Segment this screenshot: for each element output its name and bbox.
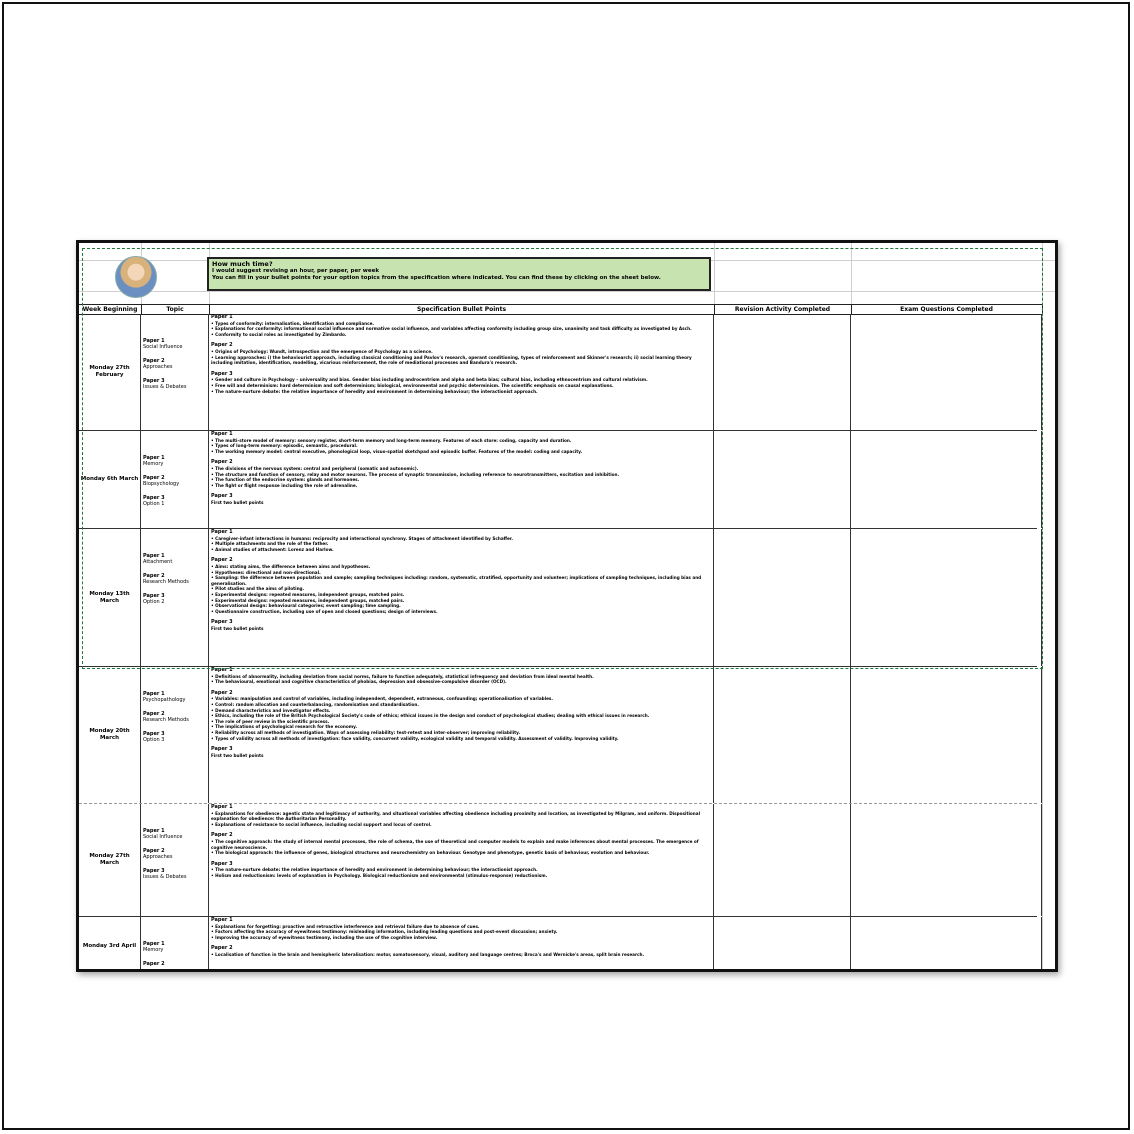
- spec-bullet-point: • Variables: manipulation and control of variables, including independent, dependent, extraneous, confounding; operationalisation of variables.: [211, 696, 553, 702]
- spec-paper-heading: Paper 1: [211, 314, 233, 320]
- week-cell[interactable]: [79, 917, 141, 972]
- how-much-time-box[interactable]: [207, 257, 711, 291]
- spec-paper-heading: Paper 2: [211, 342, 233, 349]
- spec-bullet-point: • Multiple attachments and the role of the father.: [211, 541, 329, 547]
- spec-paper-heading: Paper 3: [211, 860, 233, 867]
- spec-bullet-point: • Learning approaches: i) the behaviourist approach, including classical conditioning and Pavlov's research, operant conditioning, types of reinforcement and Skinner's research; ii) social learning theory including imitation, identification, modelling, vicarious reinforcement, the role of mediational processes and Bandura's research.: [211, 354, 692, 366]
- exam-cell[interactable]: [851, 804, 1042, 916]
- spec-bullet-point: • Demand characteristics and investigator effects.: [211, 707, 331, 713]
- spec-bullet-point: • Pilot studies and the aims of piloting.: [211, 586, 305, 592]
- topic-entry: [143, 961, 206, 967]
- spec-paper-heading: Paper 1: [211, 667, 233, 673]
- spec-bullet-point: • Origins of Psychology: Wundt, introspection and the emergence of Psychology as a science.: [211, 348, 433, 354]
- topic-paper: Paper 1: [143, 691, 165, 697]
- spec-bullet-point: • Animal studies of attachment: Lorenz and Harlow.: [211, 546, 334, 552]
- spec-bullet-point: • Types of conformity: internalisation, identification and compliance.: [211, 320, 375, 326]
- col-header-spec[interactable]: Specification Bullet Points: [209, 304, 715, 315]
- topic-entry: [143, 358, 206, 370]
- topic-paper: Paper 2: [143, 358, 165, 364]
- topic-paper: Paper 2: [143, 961, 165, 967]
- spec-bullet-point: • The implications of psychological research for the economy.: [211, 724, 358, 730]
- spec-paper-heading: Paper 1: [211, 529, 233, 535]
- how-much-time-line2: You can fill in your bullet points for your option topics from the specification where indicated. You can find these by clicking on the sheet below.: [212, 275, 661, 281]
- spec-bullet-point: • The function of the endocrine system: glands and hormones.: [211, 477, 360, 483]
- gridline: [1042, 243, 1043, 972]
- col-header-week[interactable]: Week Beginning: [79, 304, 142, 315]
- week-cell[interactable]: [79, 529, 141, 666]
- spec-bullet-point: • The nature-nurture debate: the relative importance of heredity and environment in determining behaviour; the interactionist approach.: [211, 388, 538, 394]
- spec-bullet-point: • Improving the accuracy of eyewitness testimony, including the use of the cognitive interview.: [211, 934, 438, 940]
- topic-name: Research Methods: [143, 717, 189, 723]
- spreadsheet: [76, 240, 1058, 972]
- spec-bullet-point: • Reliability across all methods of investigation. Ways of assessing reliability: test-retest and inter-observer; improving reliability.: [211, 729, 521, 735]
- spec-bullet-point: • Experimental designs: repeated measures, independent groups, matched pairs.: [211, 591, 405, 597]
- spec-bullet-point: • The fight or flight response including the role of adrenaline.: [211, 482, 358, 488]
- spec-paper-heading: Paper 1: [211, 804, 233, 810]
- topic-name: Approaches: [143, 854, 173, 860]
- spec-bullet-point: • The role of peer review in the scientific process.: [211, 718, 330, 724]
- topic-paper: Paper 2: [143, 848, 165, 854]
- spec-paper-heading: Paper 2: [211, 459, 233, 466]
- topic-cell[interactable]: [141, 667, 209, 803]
- exam-cell[interactable]: [851, 431, 1042, 528]
- topic-entry: [143, 941, 206, 953]
- spec-paper-heading: Paper 2: [211, 557, 233, 564]
- spec-bullet-point: • Factors affecting the accuracy of eyewitness testimony: misleading information, including leading questions and post-event discussion; anxiety.: [211, 929, 558, 935]
- topic-paper: Paper 2: [143, 573, 165, 579]
- spec-bullet-point: • Explanations for forgetting: proactive and retroactive interference and retrieval failure due to absence of cues.: [211, 923, 480, 929]
- table-row: [79, 529, 1037, 667]
- topic-entry: [143, 828, 206, 840]
- table-row: [79, 917, 1037, 972]
- topic-name: Issues & Debates: [143, 874, 187, 880]
- spec-cell[interactable]: [209, 314, 714, 430]
- spec-bullet-point: • The nature-nurture debate: the relative importance of heredity and environment in determining behaviour; the interactionist approach.: [211, 867, 538, 873]
- spec-paper-heading: Paper 3: [211, 746, 233, 753]
- topic-entry: [143, 711, 206, 723]
- spec-bullet-point: • The cognitive approach: the study of internal mental processes, the role of schema, the use of theoretical and computer models to explain and make inferences about mental processes. The emergence of cognitive neuroscience.: [211, 838, 699, 850]
- topic-entry: [143, 475, 206, 487]
- spec-bullet-point: • The behavioural, emotional and cognitive characteristics of phobias, depression and obsessive-compulsive disorder (OCD).: [211, 679, 507, 685]
- topic-name: Memory: [143, 947, 164, 953]
- spec-cell[interactable]: [209, 667, 714, 803]
- spec-bullet-point: • Localisation of function in the brain and hemispheric lateralisation: motor, somatosensory, visual, auditory and language centres; Broca's and Wernicke's areas, split brain research.: [211, 951, 645, 957]
- topic-entry: [143, 338, 206, 350]
- revision-cell[interactable]: [714, 804, 851, 916]
- spec-bullet-point: • Explanations for conformity: informational social influence and normative social influence, and variables affecting conformity including group size, unanimity and task difficulty as investigated by Asch.: [211, 326, 692, 332]
- topic-paper: Paper 1: [143, 941, 165, 947]
- profile-avatar: [115, 256, 157, 298]
- week-label: Monday 6th March: [80, 476, 139, 482]
- spec-bullet-point: • The biological approach: the influence of genes, biological structures and neurochemistry on behaviour. Genotype and phenotype, genetic basis of behaviour, evolution and behaviour.: [211, 850, 650, 856]
- week-cell[interactable]: [79, 667, 141, 803]
- spec-bullet-point: • Conformity to social roles as investigated by Zimbardo.: [211, 331, 347, 337]
- col-header-revision[interactable]: Revision Activity Completed: [714, 304, 852, 315]
- topic-name: Psychopathology: [143, 697, 186, 703]
- topic-paper: Paper 3: [143, 593, 165, 599]
- spec-bullet-point: • Types of long-term memory: episodic, semantic, procedural.: [211, 443, 358, 449]
- exam-cell[interactable]: [851, 667, 1042, 803]
- spec-bullet-point: • Ethics, including the role of the British Psychological Society's code of ethics; ethical issues in the design and conduct of psychological studies; dealing with ethical issues in research.: [211, 713, 650, 719]
- exam-cell[interactable]: [851, 529, 1042, 666]
- revision-cell[interactable]: [714, 431, 851, 528]
- topic-paper: Paper 3: [143, 731, 165, 737]
- spec-bullet-point: First two bullet points: [211, 752, 264, 758]
- topic-name: Option 3: [143, 737, 165, 743]
- topic-cell[interactable]: [141, 314, 209, 430]
- spec-cell[interactable]: [209, 431, 714, 528]
- week-label: Monday 13th March: [89, 590, 130, 604]
- spec-bullet-point: • Free will and determinism: hard determinism and soft determinism; biological, environmental and psychic determinism. The scientific emphasis on causal explanations.: [211, 382, 614, 388]
- topic-name: Approaches: [143, 364, 173, 370]
- spec-cell[interactable]: [209, 917, 714, 972]
- spec-bullet-point: • Control: random allocation and counterbalancing, randomisation and standardisation.: [211, 701, 419, 707]
- week-label: Monday 3rd April: [82, 943, 137, 949]
- sheet-header: [79, 243, 1055, 305]
- topic-name: Biopsychology: [143, 481, 180, 487]
- topic-name: Attachment: [143, 559, 173, 565]
- spec-bullet-point: • The multi-store model of memory: sensory register, short-term memory and long-term memory. Features of each store: coding, capacity and duration.: [211, 437, 572, 443]
- how-much-time-title: How much time?: [212, 260, 273, 268]
- exam-cell[interactable]: [851, 314, 1042, 430]
- spec-cell[interactable]: [209, 529, 714, 666]
- topic-paper: Paper 1: [143, 828, 165, 834]
- topic-paper: Paper 3: [143, 868, 165, 874]
- spec-bullet-point: • Types of validity across all methods of investigation: face validity, concurrent validity, ecological validity and temporal validity. Assessment of validity. Improving validity.: [211, 735, 619, 741]
- topic-name: Option 2: [143, 599, 165, 605]
- topic-entry: [143, 848, 206, 860]
- topic-name: Memory: [143, 461, 164, 467]
- topic-paper: Paper 3: [143, 378, 165, 384]
- spec-bullet-point: • Sampling: the difference between population and sample; sampling techniques including: random, systematic, stratified, opportunity and volunteer; implications of sampling techniques, including bias and generalisation.: [211, 575, 702, 586]
- topic-entry: [143, 553, 206, 565]
- topic-paper: Paper 1: [143, 455, 165, 461]
- revision-cell[interactable]: [714, 667, 851, 803]
- spec-bullet-point: • Hypotheses: directional and non-directional.: [211, 569, 321, 575]
- spec-bullet-point: • Caregiver-infant interactions in humans: reciprocity and interactional synchrony. Stages of attachment identified by Schaffer.: [211, 535, 513, 541]
- week-cell[interactable]: [79, 804, 141, 916]
- topic-paper: Paper 2: [143, 711, 165, 717]
- spec-bullet-point: • Experimental designs: repeated measures, independent groups, matched pairs.: [211, 597, 405, 603]
- how-much-time-line1: I would suggest revising an hour, per paper, per week: [212, 268, 379, 274]
- week-label: Monday 27th March: [89, 853, 130, 866]
- topic-name: Research Methods: [143, 579, 189, 585]
- topic-entry: [143, 691, 206, 703]
- topic-entry: [143, 868, 206, 880]
- topic-cell[interactable]: [141, 804, 209, 916]
- col-header-exam[interactable]: Exam Questions Completed: [851, 304, 1043, 315]
- spec-paper-heading: Paper 3: [211, 493, 233, 500]
- spec-bullet-point: First two bullet points: [211, 499, 264, 505]
- week-cell[interactable]: [79, 314, 141, 430]
- topic-entry: [143, 573, 206, 585]
- revision-cell[interactable]: [714, 917, 851, 972]
- spec-paper-heading: Paper 3: [211, 619, 233, 626]
- topic-name: Issues & Debates: [143, 384, 187, 390]
- exam-cell[interactable]: [851, 917, 1042, 972]
- spec-bullet-point: • Aims: stating aims, the difference between aims and hypotheses.: [211, 563, 371, 569]
- table-row: [79, 314, 1037, 431]
- spec-bullet-point: • The working memory model: central executive, phonological loop, visuo-spatial sketchpad and episodic buffer. Features of the model: coding and capacity.: [211, 448, 583, 454]
- spec-paper-heading: Paper 1: [211, 917, 233, 923]
- topic-entry: [143, 378, 206, 390]
- spec-cell[interactable]: [209, 804, 714, 916]
- col-header-topic[interactable]: Topic: [141, 304, 210, 315]
- spec-paper-heading: Paper 2: [211, 689, 233, 696]
- table-row: [79, 804, 1037, 917]
- spec-bullet-point: • Questionnaire construction, including use of open and closed questions; design of interviews.: [211, 608, 438, 614]
- spec-paper-heading: Paper 2: [211, 945, 233, 952]
- week-label: Monday 27th February: [89, 365, 130, 378]
- spec-bullet-point: First two bullet points: [211, 625, 264, 631]
- topic-entry: [143, 731, 206, 743]
- spec-bullet-point: • Observational design: behavioural categories; event sampling; time sampling.: [211, 603, 401, 609]
- spec-bullet-point: • Holism and reductionism: levels of explanation in Psychology. Biological reductionism and environmental (stimulus-response) reductionism.: [211, 872, 548, 878]
- topic-cell[interactable]: [141, 917, 209, 972]
- topic-paper: Paper 1: [143, 338, 165, 344]
- topic-entry: [143, 593, 206, 605]
- topic-paper: Paper 3: [143, 495, 165, 501]
- spec-bullet-point: • Explanations of resistance to social influence, including social support and locus of control.: [211, 821, 432, 827]
- spec-paper-heading: Paper 3: [211, 370, 233, 377]
- topic-entry: [143, 495, 206, 507]
- spec-bullet-point: • Definitions of abnormality, including deviation from social norms, failure to function adequately, statistical infrequency and deviation from ideal mental health.: [211, 673, 594, 679]
- topic-name: Social Influence: [143, 344, 183, 350]
- revision-cell[interactable]: [714, 314, 851, 430]
- table-row: [79, 667, 1037, 804]
- spec-bullet-point: • The structure and function of sensory, relay and motor neurons. The process of synaptic transmission, including reference to neurotransmitters, excitation and inhibition.: [211, 471, 620, 477]
- revision-cell[interactable]: [714, 529, 851, 666]
- topic-name: Option 1: [143, 501, 165, 507]
- table-row: [79, 431, 1037, 529]
- spec-paper-heading: Paper 1: [211, 431, 233, 437]
- topic-cell[interactable]: [141, 529, 209, 666]
- topic-paper: Paper 1: [143, 553, 165, 559]
- week-label: Monday 20th March: [89, 728, 130, 741]
- topic-cell[interactable]: [141, 431, 209, 528]
- topic-entry: [143, 455, 206, 467]
- topic-name: Social Influence: [143, 834, 183, 840]
- spec-bullet-point: • Explanations for obedience: agentic state and legitimacy of authority, and situational variables affecting obedience including proximity and location, as investigated by Milgram, and uniform. Dispositional explanation for obedience: the Authoritarian Personality.: [211, 810, 701, 822]
- topic-paper: Paper 2: [143, 475, 165, 481]
- spec-paper-heading: Paper 2: [211, 832, 233, 839]
- spec-bullet-point: • Gender and culture in Psychology – universality and bias. Gender bias including androcentrism and alpha and beta bias; cultural bias, including ethnocentrism and cultural relativism.: [211, 377, 648, 383]
- spec-bullet-point: • The divisions of the nervous system: central and peripheral (somatic and autonomic).: [211, 465, 419, 471]
- week-cell[interactable]: [79, 431, 141, 528]
